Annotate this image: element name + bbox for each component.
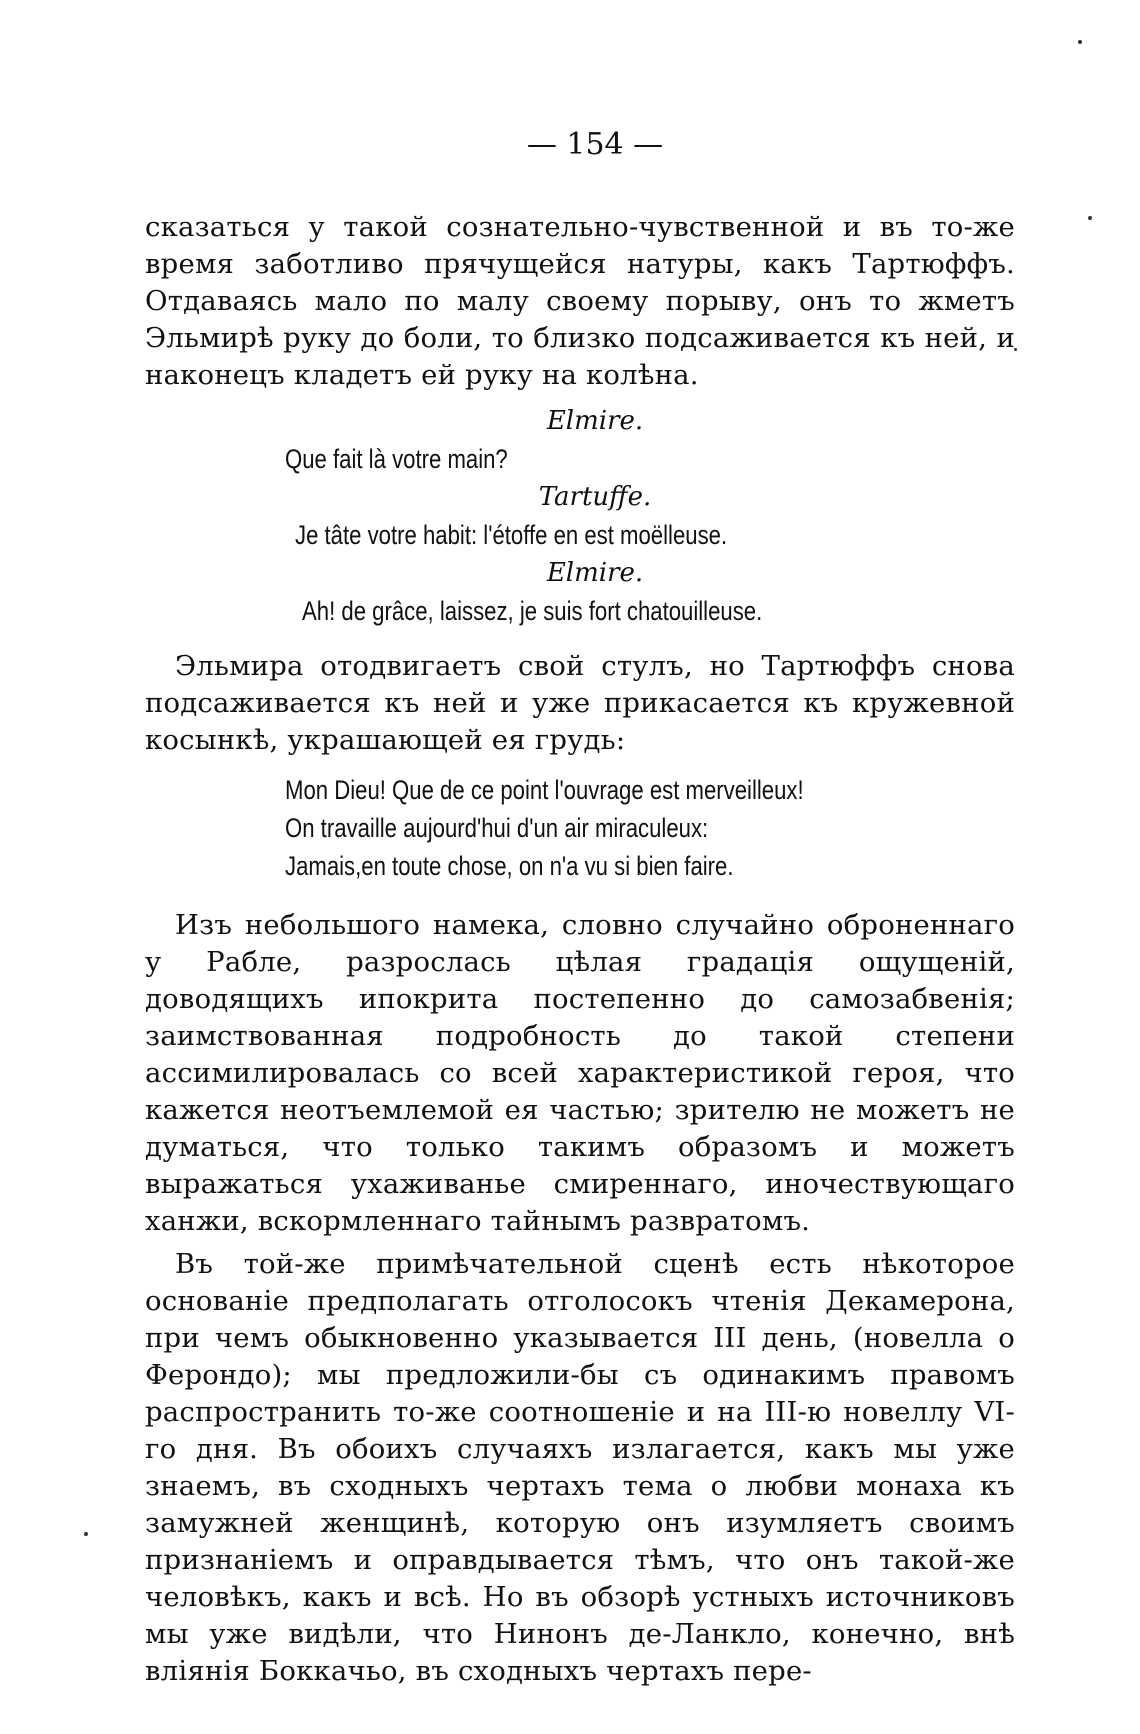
paragraph-3: Изъ небольшого намека, словно случайно оброненнаго у Рабле, разрослась цѣлая градація ощущеній, доводящихъ ипокрита постепенно до самозабвенія; заимствованная подробность до такой степени ассимилировалась со всей характеристикой героя, что кажется неотъемлемой ея частью; зрителю не можетъ не думаться, что только такимъ образомъ и можетъ выражаться ухаживанье смиреннаго, иночествующаго ханжи, вскормленнаго тайнымъ развратомъ. (145, 909, 1015, 1237)
book-page (145, 125, 1015, 1690)
verse-line: On travaille aujourd'hui d'un air miraculeux: (285, 813, 709, 843)
verse-quotation (285, 771, 1015, 885)
dialogue-excerpt (145, 402, 1015, 630)
scan-speck-bottom-left (84, 1532, 88, 1536)
paragraph-4: Въ той-же примѣчательной сценѣ есть нѣкоторое основаніе предполагать отголосокъ чтенія Декамерона, при чемъ обыкновенно указывается III день, (новелла о Ферондо); мы предложили-бы съ одинакимъ правомъ распространить то-же соотношеніе и на III-ю новеллу VI-го дня. Въ обоихъ случаяхъ излагается, какъ мы уже знаемъ, въ сходныхъ чертахъ тема о любви монаха къ замужней женщинѣ, которую онъ изумляетъ своимъ признаніемъ и оправдывается тѣмъ, что онъ такой-же человѣкъ, какъ и всѣ. Но въ обзорѣ устныхъ источниковъ мы уже видѣли, что Нинонъ де-Ланкло, конечно, внѣ вліянія Боккачьо, въ сходныхъ чертахъ пере- (145, 1248, 1015, 1687)
paragraph-1: сказаться у такой сознательно-чувственной и въ то-же время заботливо прячущейся натуры, какъ Тартюффъ. Отдаваясь мало по малу своему порыву, онъ то жметъ Эльмирѣ руку до боли, то близко подсаживается къ ней, и наконецъ кладетъ ей руку на колѣна. (145, 211, 1015, 391)
speaker-label: Elmire. (546, 558, 644, 588)
paragraph-2: Эльмира отодвигаетъ свой стулъ, но Тартюффъ снова подсаживается къ ней и уже прикасается къ кружевной косынкѣ, украшающей ея грудь: (145, 650, 1015, 756)
speaker-label: Elmire. (546, 406, 644, 436)
dialogue-line: Ah! de grâce, laissez, je suis fort chatouilleuse. (302, 596, 763, 626)
page-number: — 154 — (526, 127, 664, 162)
scan-speck-right (1088, 216, 1092, 220)
verse-line: Mon Dieu! Que de ce point l'ouvrage est merveilleux! (285, 775, 804, 805)
verse-line: Jamais,en toute chose, on n'a vu si bien faire. (285, 851, 734, 881)
dialogue-line: Je tâte votre habit: l'étoffe en est moëlleuse. (295, 520, 728, 550)
dialogue-line: Que fait là votre main? (285, 444, 508, 474)
scan-speck-top (1078, 40, 1082, 44)
speaker-label: Tartuffe. (538, 482, 652, 512)
